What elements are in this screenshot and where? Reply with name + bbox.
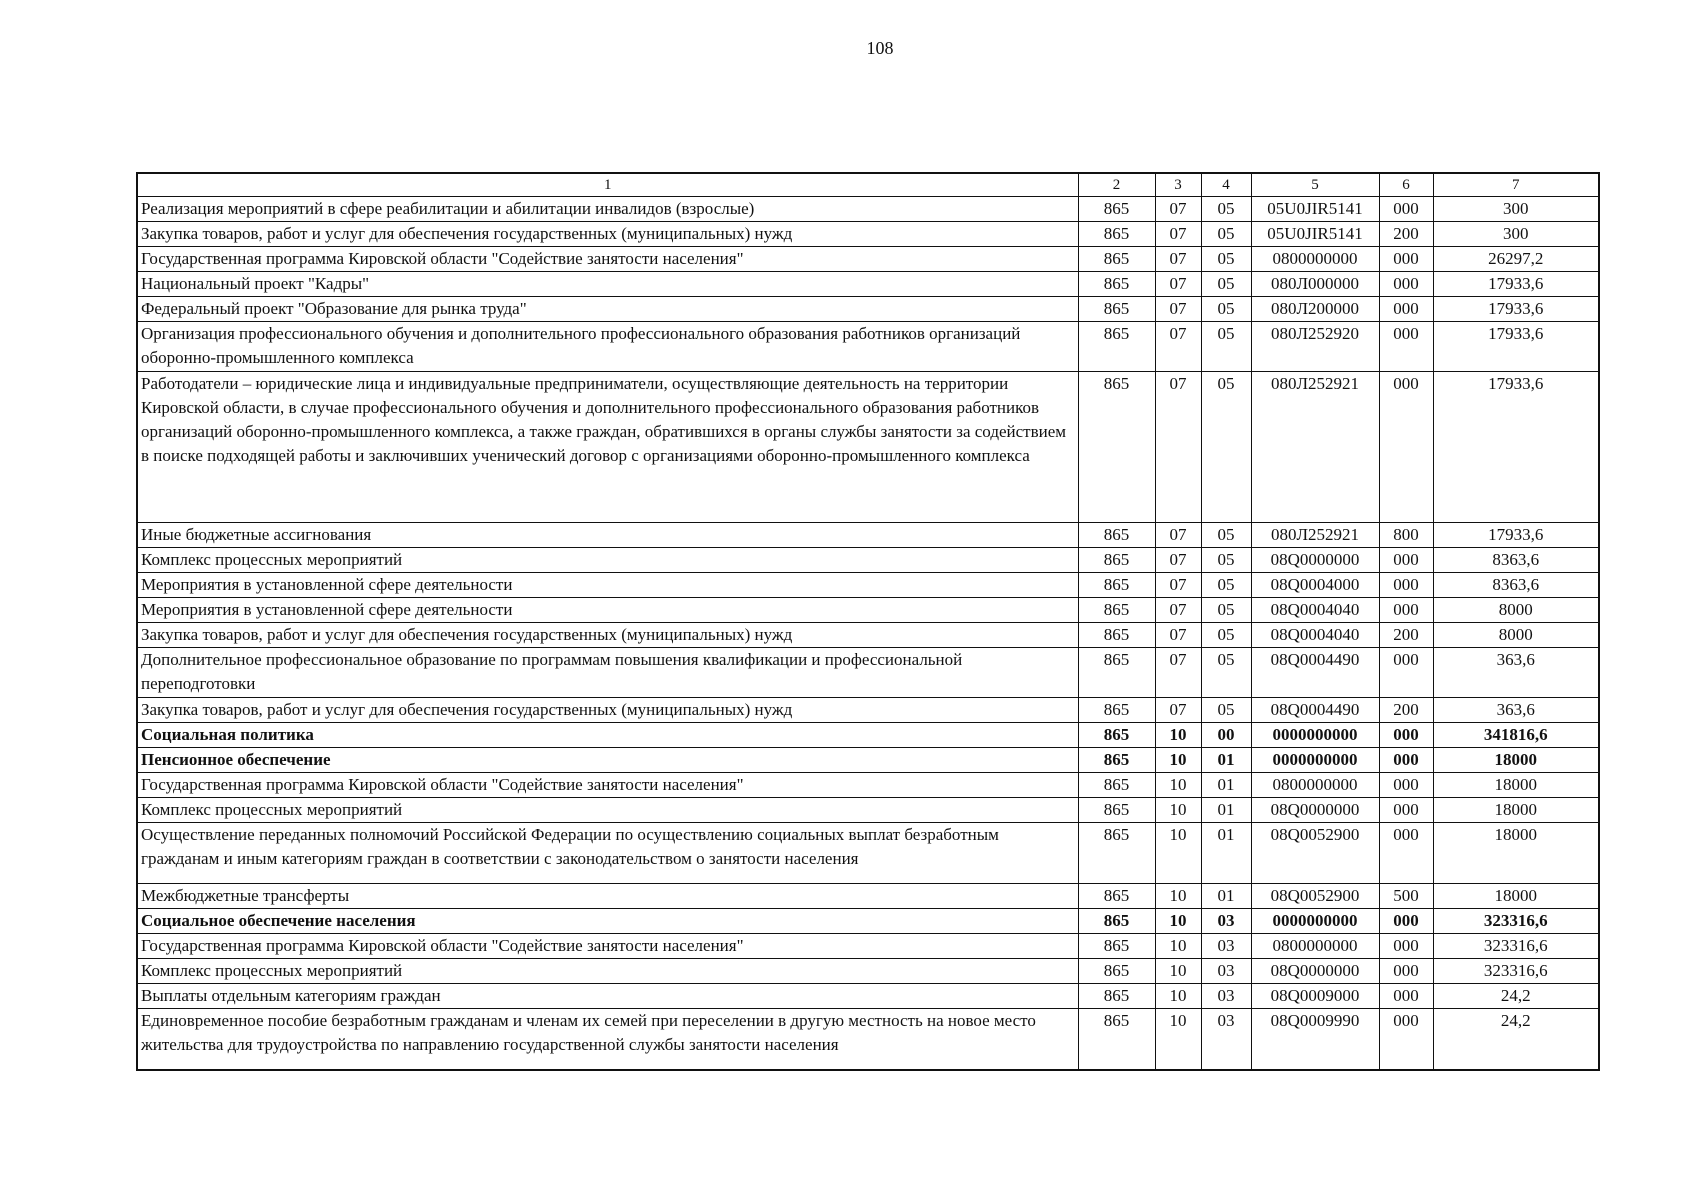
cell-section: 07 <box>1155 247 1201 272</box>
table-row <box>137 648 1599 698</box>
cell-name: Пенсионное обеспечение <box>137 748 1078 773</box>
cell-ministry-code: 865 <box>1078 723 1155 748</box>
cell-section: 07 <box>1155 598 1201 623</box>
header-col-2: 2 <box>1078 173 1155 197</box>
cell-target-article: 05U0JIR5141 <box>1251 222 1379 247</box>
cell-expense-type: 000 <box>1379 272 1433 297</box>
cell-ministry-code: 865 <box>1078 959 1155 984</box>
cell-amount: 24,2 <box>1433 1009 1599 1071</box>
cell-ministry-code: 865 <box>1078 1009 1155 1071</box>
cell-section: 10 <box>1155 723 1201 748</box>
cell-ministry-code: 865 <box>1078 909 1155 934</box>
cell-ministry-code: 865 <box>1078 523 1155 548</box>
cell-section: 10 <box>1155 748 1201 773</box>
table-header <box>137 173 1599 197</box>
cell-expense-type: 000 <box>1379 197 1433 222</box>
cell-subsection: 05 <box>1201 623 1251 648</box>
cell-section: 10 <box>1155 984 1201 1009</box>
cell-amount: 24,2 <box>1433 984 1599 1009</box>
cell-subsection: 05 <box>1201 322 1251 372</box>
cell-ministry-code: 865 <box>1078 297 1155 322</box>
header-col-3: 3 <box>1155 173 1201 197</box>
cell-name: Государственная программа Кировской области "Содействие занятости населения" <box>137 247 1078 272</box>
table-row <box>137 748 1599 773</box>
cell-section: 10 <box>1155 934 1201 959</box>
cell-target-article: 08Q0000000 <box>1251 959 1379 984</box>
table-row <box>137 798 1599 823</box>
cell-name: Закупка товаров, работ и услуг для обеспечения государственных (муниципальных) нужд <box>137 698 1078 723</box>
cell-target-article: 080Л252921 <box>1251 372 1379 523</box>
cell-expense-type: 000 <box>1379 598 1433 623</box>
header-col-6: 6 <box>1379 173 1433 197</box>
cell-name: Мероприятия в установленной сфере деятельности <box>137 573 1078 598</box>
cell-ministry-code: 865 <box>1078 984 1155 1009</box>
table-row <box>137 823 1599 884</box>
cell-ministry-code: 865 <box>1078 548 1155 573</box>
cell-name: Федеральный проект "Образование для рынка труда" <box>137 297 1078 322</box>
header-col-5: 5 <box>1251 173 1379 197</box>
cell-ministry-code: 865 <box>1078 698 1155 723</box>
table-row <box>137 272 1599 297</box>
table-row <box>137 698 1599 723</box>
cell-amount: 8363,6 <box>1433 548 1599 573</box>
cell-ministry-code: 865 <box>1078 823 1155 884</box>
cell-expense-type: 800 <box>1379 523 1433 548</box>
table-row <box>137 573 1599 598</box>
cell-name: Выплаты отдельным категориям граждан <box>137 984 1078 1009</box>
cell-expense-type: 000 <box>1379 247 1433 272</box>
cell-section: 10 <box>1155 959 1201 984</box>
cell-name: Межбюджетные трансферты <box>137 884 1078 909</box>
cell-target-article: 080Л252921 <box>1251 523 1379 548</box>
cell-name: Организация профессионального обучения и дополнительного профессионального образования работников организаций оборонно-промышленного комплекса <box>137 322 1078 372</box>
cell-ministry-code: 865 <box>1078 798 1155 823</box>
cell-section: 07 <box>1155 197 1201 222</box>
cell-subsection: 01 <box>1201 823 1251 884</box>
cell-name: Социальное обеспечение населения <box>137 909 1078 934</box>
cell-ministry-code: 865 <box>1078 247 1155 272</box>
cell-expense-type: 500 <box>1379 884 1433 909</box>
table-row <box>137 222 1599 247</box>
cell-amount: 8363,6 <box>1433 573 1599 598</box>
cell-target-article: 08Q0004490 <box>1251 648 1379 698</box>
cell-amount: 300 <box>1433 197 1599 222</box>
cell-amount: 363,6 <box>1433 648 1599 698</box>
cell-target-article: 0000000000 <box>1251 748 1379 773</box>
table-row <box>137 909 1599 934</box>
cell-target-article: 08Q0000000 <box>1251 548 1379 573</box>
cell-expense-type: 000 <box>1379 823 1433 884</box>
table-body <box>137 197 1599 1071</box>
cell-name: Осуществление переданных полномочий Российской Федерации по осуществлению социальных выплат безработным гражданам и иным категориям граждан в соответствии с законодательством о занятости населения <box>137 823 1078 884</box>
cell-target-article: 0000000000 <box>1251 723 1379 748</box>
cell-target-article: 080Л200000 <box>1251 297 1379 322</box>
cell-target-article: 08Q0004040 <box>1251 598 1379 623</box>
table-row <box>137 723 1599 748</box>
table-row <box>137 297 1599 322</box>
table-row <box>137 548 1599 573</box>
cell-expense-type: 000 <box>1379 959 1433 984</box>
cell-subsection: 03 <box>1201 909 1251 934</box>
cell-ministry-code: 865 <box>1078 272 1155 297</box>
cell-expense-type: 000 <box>1379 773 1433 798</box>
cell-ministry-code: 865 <box>1078 648 1155 698</box>
cell-name: Государственная программа Кировской области "Содействие занятости населения" <box>137 934 1078 959</box>
cell-ministry-code: 865 <box>1078 773 1155 798</box>
cell-subsection: 05 <box>1201 548 1251 573</box>
cell-amount: 323316,6 <box>1433 959 1599 984</box>
cell-target-article: 08Q0004000 <box>1251 573 1379 598</box>
table-row <box>137 1009 1599 1071</box>
cell-subsection: 03 <box>1201 984 1251 1009</box>
table-row <box>137 623 1599 648</box>
cell-name: Мероприятия в установленной сфере деятельности <box>137 598 1078 623</box>
cell-name: Единовременное пособие безработным гражданам и членам их семей при переселении в другую местность на новое место жительства для трудоустройства по направлению государственной службы занятости населения <box>137 1009 1078 1071</box>
cell-section: 07 <box>1155 623 1201 648</box>
table-row <box>137 773 1599 798</box>
cell-name: Социальная политика <box>137 723 1078 748</box>
table-row <box>137 197 1599 222</box>
cell-section: 07 <box>1155 297 1201 322</box>
cell-expense-type: 000 <box>1379 798 1433 823</box>
cell-ministry-code: 865 <box>1078 322 1155 372</box>
cell-section: 07 <box>1155 698 1201 723</box>
budget-table <box>136 172 1600 1071</box>
cell-subsection: 05 <box>1201 523 1251 548</box>
cell-target-article: 08Q0004040 <box>1251 623 1379 648</box>
cell-target-article: 0800000000 <box>1251 934 1379 959</box>
cell-expense-type: 000 <box>1379 322 1433 372</box>
table-row <box>137 598 1599 623</box>
cell-target-article: 08Q0000000 <box>1251 798 1379 823</box>
cell-ministry-code: 865 <box>1078 748 1155 773</box>
cell-subsection: 01 <box>1201 798 1251 823</box>
header-col-1: 1 <box>137 173 1078 197</box>
cell-ministry-code: 865 <box>1078 573 1155 598</box>
cell-name: Закупка товаров, работ и услуг для обеспечения государственных (муниципальных) нужд <box>137 222 1078 247</box>
table-row <box>137 934 1599 959</box>
table-row <box>137 322 1599 372</box>
cell-expense-type: 000 <box>1379 573 1433 598</box>
cell-amount: 18000 <box>1433 798 1599 823</box>
cell-target-article: 08Q0004490 <box>1251 698 1379 723</box>
cell-target-article: 08Q0009990 <box>1251 1009 1379 1071</box>
cell-name: Дополнительное профессиональное образование по программам повышения квалификации и профессиональной переподготовки <box>137 648 1078 698</box>
cell-subsection: 03 <box>1201 934 1251 959</box>
cell-section: 07 <box>1155 548 1201 573</box>
cell-section: 10 <box>1155 1009 1201 1071</box>
cell-expense-type: 200 <box>1379 623 1433 648</box>
cell-amount: 18000 <box>1433 773 1599 798</box>
cell-ministry-code: 865 <box>1078 598 1155 623</box>
cell-subsection: 05 <box>1201 247 1251 272</box>
cell-expense-type: 200 <box>1379 222 1433 247</box>
cell-ministry-code: 865 <box>1078 222 1155 247</box>
cell-amount: 17933,6 <box>1433 372 1599 523</box>
cell-target-article: 08Q0052900 <box>1251 884 1379 909</box>
cell-expense-type: 000 <box>1379 748 1433 773</box>
cell-amount: 18000 <box>1433 823 1599 884</box>
cell-section: 07 <box>1155 222 1201 247</box>
cell-name: Реализация мероприятий в сфере реабилитации и абилитации инвалидов (взрослые) <box>137 197 1078 222</box>
cell-expense-type: 000 <box>1379 548 1433 573</box>
cell-name: Государственная программа Кировской области "Содействие занятости населения" <box>137 773 1078 798</box>
cell-target-article: 0000000000 <box>1251 909 1379 934</box>
cell-section: 07 <box>1155 523 1201 548</box>
cell-subsection: 05 <box>1201 598 1251 623</box>
cell-ministry-code: 865 <box>1078 197 1155 222</box>
cell-amount: 341816,6 <box>1433 723 1599 748</box>
cell-amount: 323316,6 <box>1433 909 1599 934</box>
table-row <box>137 959 1599 984</box>
table-row <box>137 984 1599 1009</box>
cell-name: Закупка товаров, работ и услуг для обеспечения государственных (муниципальных) нужд <box>137 623 1078 648</box>
cell-target-article: 080Л000000 <box>1251 272 1379 297</box>
cell-name: Иные бюджетные ассигнования <box>137 523 1078 548</box>
cell-amount: 363,6 <box>1433 698 1599 723</box>
cell-expense-type: 000 <box>1379 984 1433 1009</box>
cell-target-article: 08Q0052900 <box>1251 823 1379 884</box>
table-row <box>137 372 1599 523</box>
cell-target-article: 08Q0009000 <box>1251 984 1379 1009</box>
cell-ministry-code: 865 <box>1078 623 1155 648</box>
cell-section: 07 <box>1155 322 1201 372</box>
cell-expense-type: 000 <box>1379 934 1433 959</box>
table-row <box>137 523 1599 548</box>
cell-subsection: 01 <box>1201 773 1251 798</box>
cell-target-article: 0800000000 <box>1251 247 1379 272</box>
cell-expense-type: 000 <box>1379 297 1433 322</box>
cell-section: 07 <box>1155 372 1201 523</box>
cell-ministry-code: 865 <box>1078 934 1155 959</box>
cell-section: 07 <box>1155 648 1201 698</box>
cell-expense-type: 000 <box>1379 909 1433 934</box>
cell-subsection: 05 <box>1201 222 1251 247</box>
cell-section: 07 <box>1155 573 1201 598</box>
cell-amount: 300 <box>1433 222 1599 247</box>
cell-section: 10 <box>1155 909 1201 934</box>
cell-name: Работодатели – юридические лица и индивидуальные предприниматели, осуществляющие деятельность на территории Кировской области, в случае профессионального обучения и дополнительного профессионального образования работников организаций оборонно-промышленного комплекса, а также граждан, обратившихся в органы службы занятости за содействием в поиске подходящей работы и заключивших ученический договор с организациями оборонно-промышленного комплекса <box>137 372 1078 523</box>
header-col-4: 4 <box>1201 173 1251 197</box>
cell-section: 10 <box>1155 823 1201 884</box>
cell-amount: 323316,6 <box>1433 934 1599 959</box>
cell-amount: 26297,2 <box>1433 247 1599 272</box>
cell-section: 10 <box>1155 773 1201 798</box>
cell-expense-type: 200 <box>1379 698 1433 723</box>
cell-subsection: 05 <box>1201 573 1251 598</box>
cell-target-article: 0800000000 <box>1251 773 1379 798</box>
page-number: 108 <box>866 38 894 58</box>
cell-subsection: 05 <box>1201 197 1251 222</box>
cell-section: 07 <box>1155 272 1201 297</box>
cell-target-article: 05U0JIR5141 <box>1251 197 1379 222</box>
cell-subsection: 00 <box>1201 723 1251 748</box>
cell-expense-type: 000 <box>1379 648 1433 698</box>
cell-expense-type: 000 <box>1379 1009 1433 1071</box>
cell-subsection: 01 <box>1201 884 1251 909</box>
header-col-7: 7 <box>1433 173 1599 197</box>
cell-name: Комплекс процессных мероприятий <box>137 959 1078 984</box>
cell-subsection: 05 <box>1201 698 1251 723</box>
cell-amount: 18000 <box>1433 748 1599 773</box>
cell-subsection: 05 <box>1201 272 1251 297</box>
cell-section: 10 <box>1155 798 1201 823</box>
cell-name: Комплекс процессных мероприятий <box>137 548 1078 573</box>
cell-subsection: 01 <box>1201 748 1251 773</box>
cell-expense-type: 000 <box>1379 723 1433 748</box>
cell-amount: 17933,6 <box>1433 297 1599 322</box>
cell-subsection: 05 <box>1201 372 1251 523</box>
cell-section: 10 <box>1155 884 1201 909</box>
cell-name: Национальный проект "Кадры" <box>137 272 1078 297</box>
cell-ministry-code: 865 <box>1078 884 1155 909</box>
cell-target-article: 080Л252920 <box>1251 322 1379 372</box>
cell-subsection: 03 <box>1201 1009 1251 1071</box>
cell-amount: 17933,6 <box>1433 272 1599 297</box>
cell-name: Комплекс процессных мероприятий <box>137 798 1078 823</box>
table-row <box>137 884 1599 909</box>
header-row <box>137 173 1599 197</box>
cell-expense-type: 000 <box>1379 372 1433 523</box>
cell-amount: 18000 <box>1433 884 1599 909</box>
cell-subsection: 05 <box>1201 297 1251 322</box>
cell-subsection: 05 <box>1201 648 1251 698</box>
cell-subsection: 03 <box>1201 959 1251 984</box>
cell-amount: 8000 <box>1433 598 1599 623</box>
table-row <box>137 247 1599 272</box>
cell-amount: 17933,6 <box>1433 523 1599 548</box>
cell-ministry-code: 865 <box>1078 372 1155 523</box>
cell-amount: 17933,6 <box>1433 322 1599 372</box>
cell-amount: 8000 <box>1433 623 1599 648</box>
